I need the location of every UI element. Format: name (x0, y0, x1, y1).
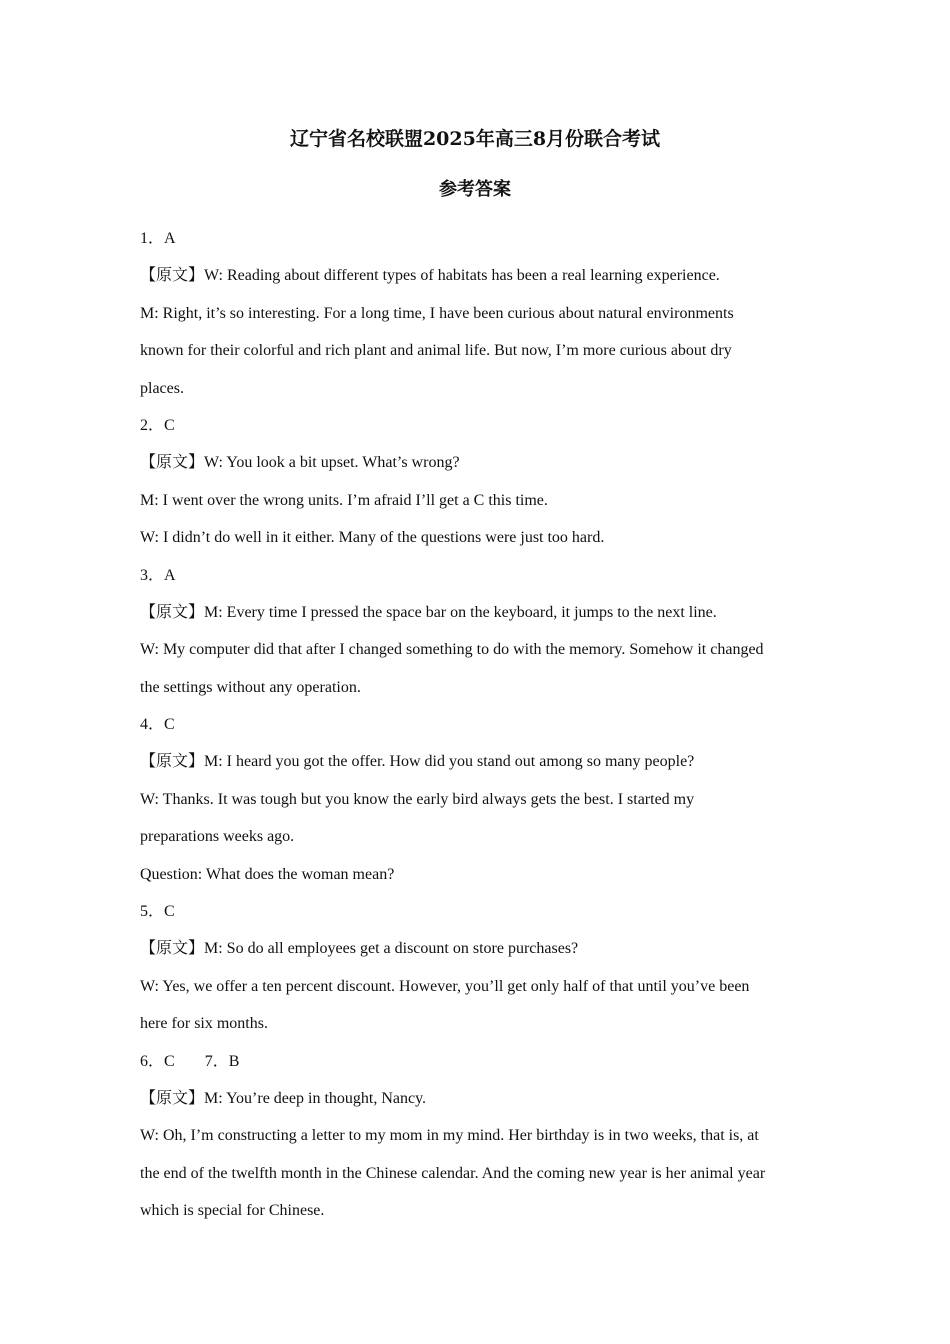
answer-7: 7．B (204, 1052, 240, 1070)
transcript-line: here for six months. (140, 1015, 268, 1033)
transcript-line: which is special for Chinese. (140, 1202, 325, 1220)
answer-body (140, 220, 820, 1230)
transcript-line: 【原文】M: So do all employees get a discount on store purchases? (140, 940, 579, 958)
page-title: 辽宁省名校联盟2025年高三8月份联合考试 (289, 128, 661, 150)
question-line: Question: What does the woman mean? (140, 865, 395, 883)
answer-1: 1．A (140, 230, 176, 247)
transcript-line: 【原文】M: Every time I pressed the space bar on the keyboard, it jumps to the next line. (140, 603, 717, 621)
transcript-line: W: I didn’t do well in it either. Many of the questions were just too hard. (140, 529, 605, 547)
transcript-line: W: Yes, we offer a ten percent discount. However, you’ll get only half of that until you’ve been (140, 977, 750, 995)
transcript-line: 【原文】W: Reading about different types of habitats has been a real learning experience. (140, 267, 720, 285)
transcript-line: W: Thanks. It was tough but you know the early bird always gets the best. I started my (140, 790, 695, 808)
transcript-line: preparations weeks ago. (140, 828, 295, 846)
answer-5: 5．C (140, 903, 175, 921)
transcript-line: known for their colorful and rich plant and animal life. But now, I’m more curious about dry (140, 342, 732, 360)
transcript-line: W: My computer did that after I changed something to do with the memory. Somehow it changed (140, 641, 764, 659)
transcript-line: the end of the twelfth month in the Chinese calendar. And the coming new year is her animal year (140, 1164, 766, 1182)
answer-3: 3．A (140, 566, 176, 584)
transcript-line: M: I went over the wrong units. I’m afraid I’ll get a C this time. (140, 491, 548, 509)
page-subtitle: 参考答案 (439, 179, 511, 200)
transcript-line: 【原文】M: I heard you got the offer. How did you stand out among so many people? (140, 753, 695, 771)
transcript-line: W: Oh, I’m constructing a letter to my mom in my mind. Her birthday is in two weeks, that is, at (140, 1127, 759, 1145)
answer-6: 6．C (140, 1052, 175, 1070)
transcript-line: 【原文】W: You look a bit upset. What’s wrong? (140, 454, 460, 472)
transcript-line: the settings without any operation. (140, 678, 361, 696)
transcript-line: 【原文】M: You’re deep in thought, Nancy. (140, 1089, 427, 1107)
answer-6-7 (140, 1043, 820, 1080)
transcript-line: places. (140, 379, 184, 397)
answer-4: 4．C (140, 716, 175, 734)
transcript-line: M: Right, it’s so interesting. For a long time, I have been curious about natural environments (140, 304, 734, 322)
answer-2: 2．C (140, 416, 175, 434)
